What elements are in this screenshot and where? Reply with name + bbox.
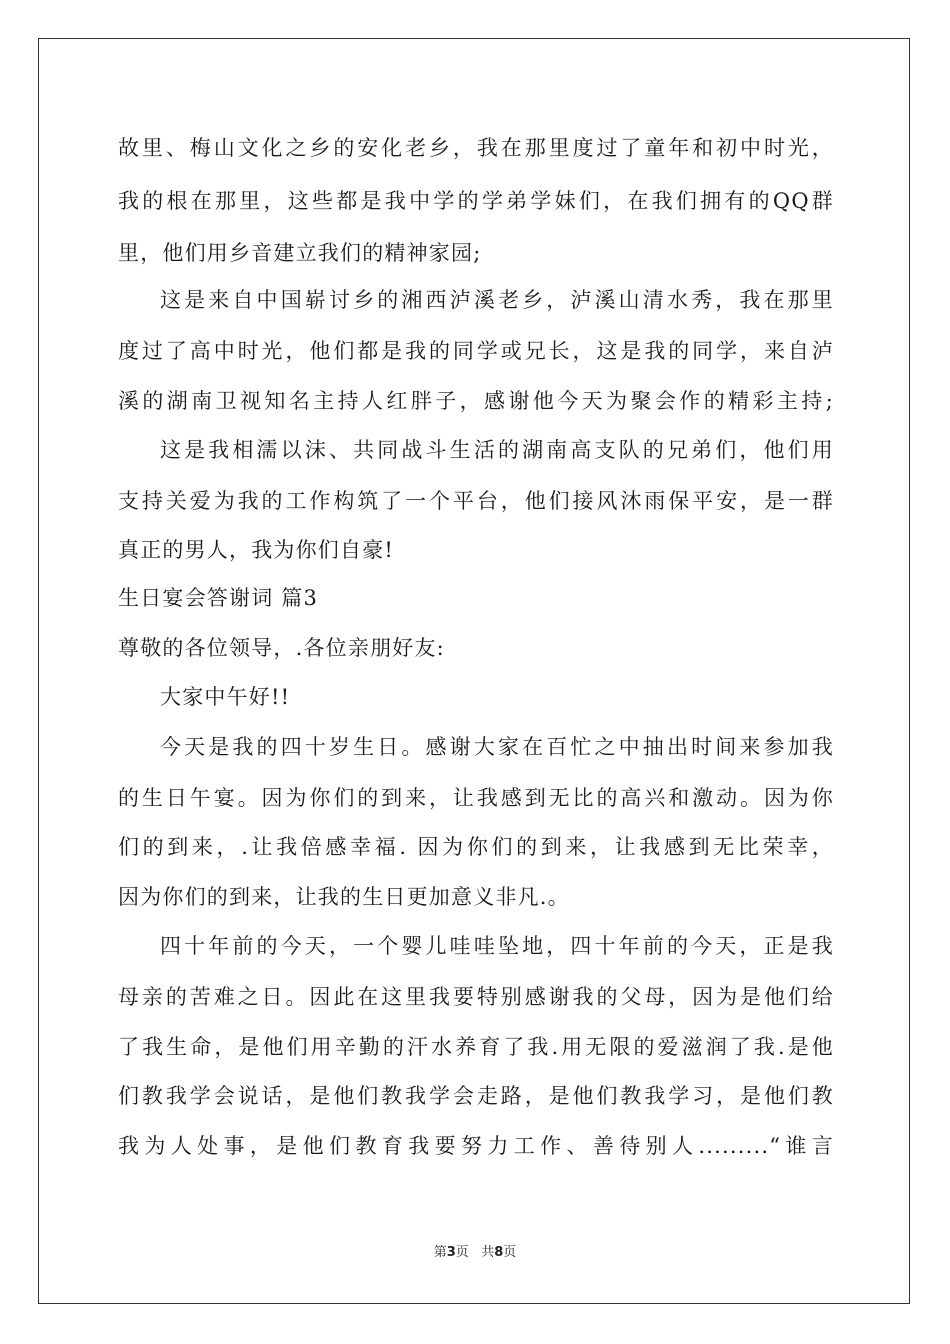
text-line: 们教我学会说话，是他们教我学会走路，是他们教我学习，是他们教 <box>118 1084 834 1108</box>
text-line: 故里、梅山文化之乡的安化老乡，我在那里度过了童年和初中时光， <box>118 136 834 160</box>
text-line: 我的根在那里，这些都是我中学的学弟学妹们，在我们拥有的QQ群 <box>118 189 834 213</box>
text-line: 这是我相濡以沫、共同战斗生活的湖南高支队的兄弟们，他们用 <box>160 438 834 462</box>
page-prefix: 第 <box>433 1245 447 1260</box>
page-footer <box>0 1241 950 1260</box>
page-suffix: 页 <box>503 1245 517 1260</box>
salutation: 尊敬的各位领导，.各位亲朋好友: <box>118 636 445 660</box>
greeting: 大家中午好!! <box>160 685 291 709</box>
page-frame <box>38 38 910 1304</box>
section-heading: 生日宴会答谢词 篇3 <box>118 586 319 610</box>
text-line: 母亲的苦难之日。因此在这里我要特别感谢我的父母，因为是他们给 <box>118 985 834 1009</box>
text-line: 因为你们的到来，让我的生日更加意义非凡.。 <box>118 885 570 909</box>
text-line: 了我生命，是他们用辛勤的汗水养育了我.用无限的爱滋润了我.是他 <box>118 1035 834 1059</box>
text-line: 们的到来，.让我倍感幸福. 因为你们的到来，让我感到无比荣幸， <box>118 835 834 859</box>
page-mid: 页 共 <box>455 1245 495 1260</box>
text-line: 的生日午宴。因为你们的到来，让我感到无比的高兴和激动。因为你 <box>118 786 834 810</box>
page-total: 8 <box>494 1245 504 1260</box>
text-line: 支持关爱为我的工作构筑了一个平台，他们接风沐雨保平安，是一群 <box>118 489 834 513</box>
text-line: 今天是我的四十岁生日。感谢大家在百忙之中抽出时间来参加我 <box>160 735 834 759</box>
text-line: 这是来自中国崭讨乡的湘西泸溪老乡，泸溪山清水秀，我在那里 <box>160 288 834 312</box>
text-line: 度过了高中时光，他们都是我的同学或兄长，这是我的同学，来自泸 <box>118 339 834 363</box>
page-current: 3 <box>446 1245 456 1260</box>
text-line: 真正的男人，我为你们自豪! <box>118 538 395 562</box>
text-line: 里，他们用乡音建立我们的精神家园; <box>118 241 482 265</box>
text-line: 溪的湖南卫视知名主持人红胖子，感谢他今天为聚会作的精彩主持; <box>118 389 834 413</box>
text-line: 四十年前的今天，一个婴儿哇哇坠地，四十年前的今天，正是我 <box>160 934 834 958</box>
text-line: 我为人处事，是他们教育我要努力工作、善待别人.........“谁言 <box>118 1134 834 1158</box>
